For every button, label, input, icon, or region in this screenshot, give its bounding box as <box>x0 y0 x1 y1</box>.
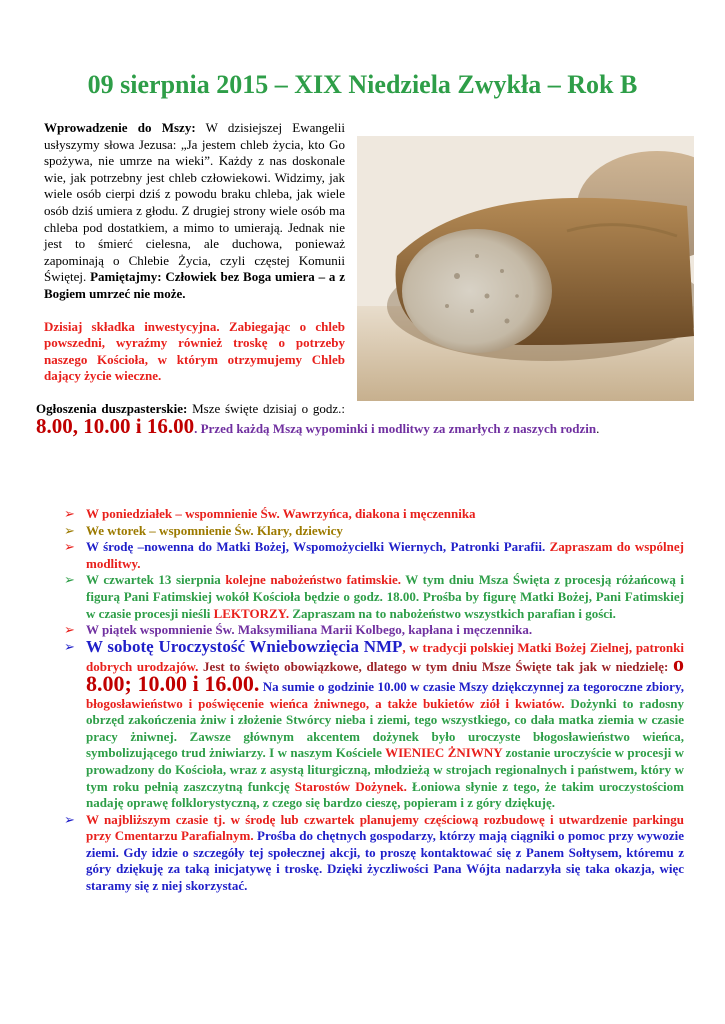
item-text: , w tradycji polskiej Matki Bożej Zielnej, patronki dobrych urodzajów. <box>86 639 684 675</box>
item-text: W poniedziałek – wspomnienie Św. Wawrzyńca, diakona i męczennika <box>86 506 476 521</box>
mass-times: o 8.00; 10.00 i 16.00. <box>86 651 684 696</box>
item-text: Jest to święto obowiązkowe, dlatego w tym dniu Msze Święte tak jak w niedzielę: <box>198 659 673 675</box>
item-text: zostanie uroczyście w procesji w prowadzony do Kościoła, wraz z asystą liturgiczną, młodzieżą w strojach regionalnych i państwem, który w tym roku pełnią zaszczytną funkcję <box>86 745 684 794</box>
announcements-after-times: . Przed każdą Mszą wypominki i modlitwy za zmarłych z naszych rodzin <box>194 420 597 436</box>
item-text: Zapraszam na to nabożeństwo wszystkich parafian i gości. <box>289 605 616 621</box>
arrow-bullet-icon: ➢ <box>64 522 75 538</box>
arrow-bullet-icon: ➢ <box>64 506 75 521</box>
item-text: Starostów Dożynek. <box>294 778 407 794</box>
arrow-bullet-icon: ➢ <box>64 622 75 638</box>
item-text: kolejne nabożeństwo fatimskie. <box>225 572 401 588</box>
arrow-bullet-icon: ➢ <box>64 638 75 654</box>
item-text: W piątek wspomnienie Św. Maksymiliana Marii Kolbego, kapłana i męczennika. <box>86 622 533 638</box>
mass-times: 8.00, 10.00 i 16.00 <box>36 413 195 438</box>
intro-section <box>36 120 694 438</box>
list-item <box>64 572 684 622</box>
item-text: błogosławieństwo i poświęcenie wieńca żniwnego, a także bukietów ziół i kwiatów. <box>86 695 565 711</box>
announcements-end: . <box>596 420 600 436</box>
collection-note: Dzisiaj składka inwestycyjna. Zabiegając o chleb powszedni, wyraźmy również troskę o potrzeby naszego Kościoła, w którym otrzymujemy Chleb dający życie wieczne. <box>44 318 345 384</box>
item-text: Zapraszam do wspólnej modlitwy. <box>86 539 684 571</box>
bread-image <box>357 136 694 401</box>
item-text: Na sumie o godzinie 10.00 w czasie Mszy dziękczynnej za tegoroczne zbiory, <box>259 678 684 694</box>
list-item <box>64 506 684 523</box>
item-text: Łoniowa słynie z tego, że takim uroczystościom nadaję oprawę folklorystyczną, z czego się bardzo cieszę, popieram i z góry dziękuję. <box>86 778 684 811</box>
announcements-intro-text: Msze święte dzisiaj o godz.: <box>187 400 345 416</box>
page-title: 09 sierpnia 2015 – XIX Niedziela Zwykła – Rok B <box>87 70 638 99</box>
announcements-intro <box>36 401 694 437</box>
item-text: WIENIEC ŻNIWNY <box>385 745 503 761</box>
list-item <box>64 636 684 812</box>
item-text: W najbliższym czasie tj. w środę lub czwartek planujemy częściową rozbudowę i utwardzenie parkingu przy Cmentarzu Parafialnym. <box>86 811 684 844</box>
intro-label: Wprowadzenie do Mszy: <box>44 120 196 135</box>
list-item <box>64 523 684 540</box>
item-text: We wtorek – wspomnienie Św. Klary, dziewicy <box>86 522 343 538</box>
item-text: Dożynki to radosny obrzęd zakończenia żniw i złożenie Stwórcy nieba i ziemi, tego wszystkiego, co dała matka ziemia w czasie pracy żniwnej. Zawsze głównym akcentem dożynek było uroczyste błogosławieństwo wieńca, symbolizującego trud żniwiarzy. I w naszym Kościele <box>86 695 684 761</box>
item-text: W sobotę Uroczystość Wniebowzięcia NMP <box>86 636 403 656</box>
intro-bold: Pamiętajmy: Człowiek bez Boga umiera – a z Bogiem umrzeć nie może. <box>44 269 345 301</box>
item-text: LEKTORZY. <box>213 605 290 621</box>
announcement-list <box>64 506 684 895</box>
item-text: W tym dniu Msza Święta z procesją różańcową i figurą Pani Fatimskiej wokół Kościoła będzie o godz. 18.00. Prośba by figurę Matki Bożej, Pani Fatimskiej w czasie procesji nieśli <box>86 572 685 621</box>
item-text: Prośba do chętnych gospodarzy, którzy mają ciągniki o pomoc przy wywozie ziemi. Gdy idzie o szczegóły tej społecznej akcji, to proszę kontaktować się z Panem Sołtysem, któremu z góry dziękuję za taką inicjatywę i troskę. Dzięki życzliwości Pana Wójta nadarzyła się taka okazja, więc staramy się z niej skorzystać. <box>86 828 684 894</box>
bread-photo <box>357 136 694 401</box>
list-item <box>64 539 684 572</box>
intro-text: W dzisiejszej Ewangelii usłyszymy słowa Jezusa: „Ja jestem chleb życia, kto Go spożywa, nie umrze na wieki”. Każdy z nas doskonale wie, jak potrzebny jest chleb człowiekowi. Widzimy, jak wiele osób cierpi dziś z powodu braku chleba, jak wiele osób dziś umiera z głodu. Z drugiej strony wiele osób ma chleba pod dostatkiem, a mimo to umierają. Jednak nie jest to śmierć cielesna, ale duchowa, ponieważ zapominają o Chlebie Życia, czyli częstej Komunii Świętej. <box>44 120 345 285</box>
arrow-bullet-icon: ➢ <box>64 539 75 555</box>
announcements-label: Ogłoszenia duszpasterskie: <box>36 400 188 416</box>
arrow-bullet-icon: ➢ <box>64 572 75 588</box>
item-text: W środę –nowenna do Matki Bożej, Wspomożycielki Wiernych, Patronki Parafii. <box>86 539 546 555</box>
list-item <box>64 812 684 895</box>
arrow-bullet-icon: ➢ <box>64 811 75 827</box>
item-text: W czwartek 13 sierpnia <box>86 572 226 588</box>
